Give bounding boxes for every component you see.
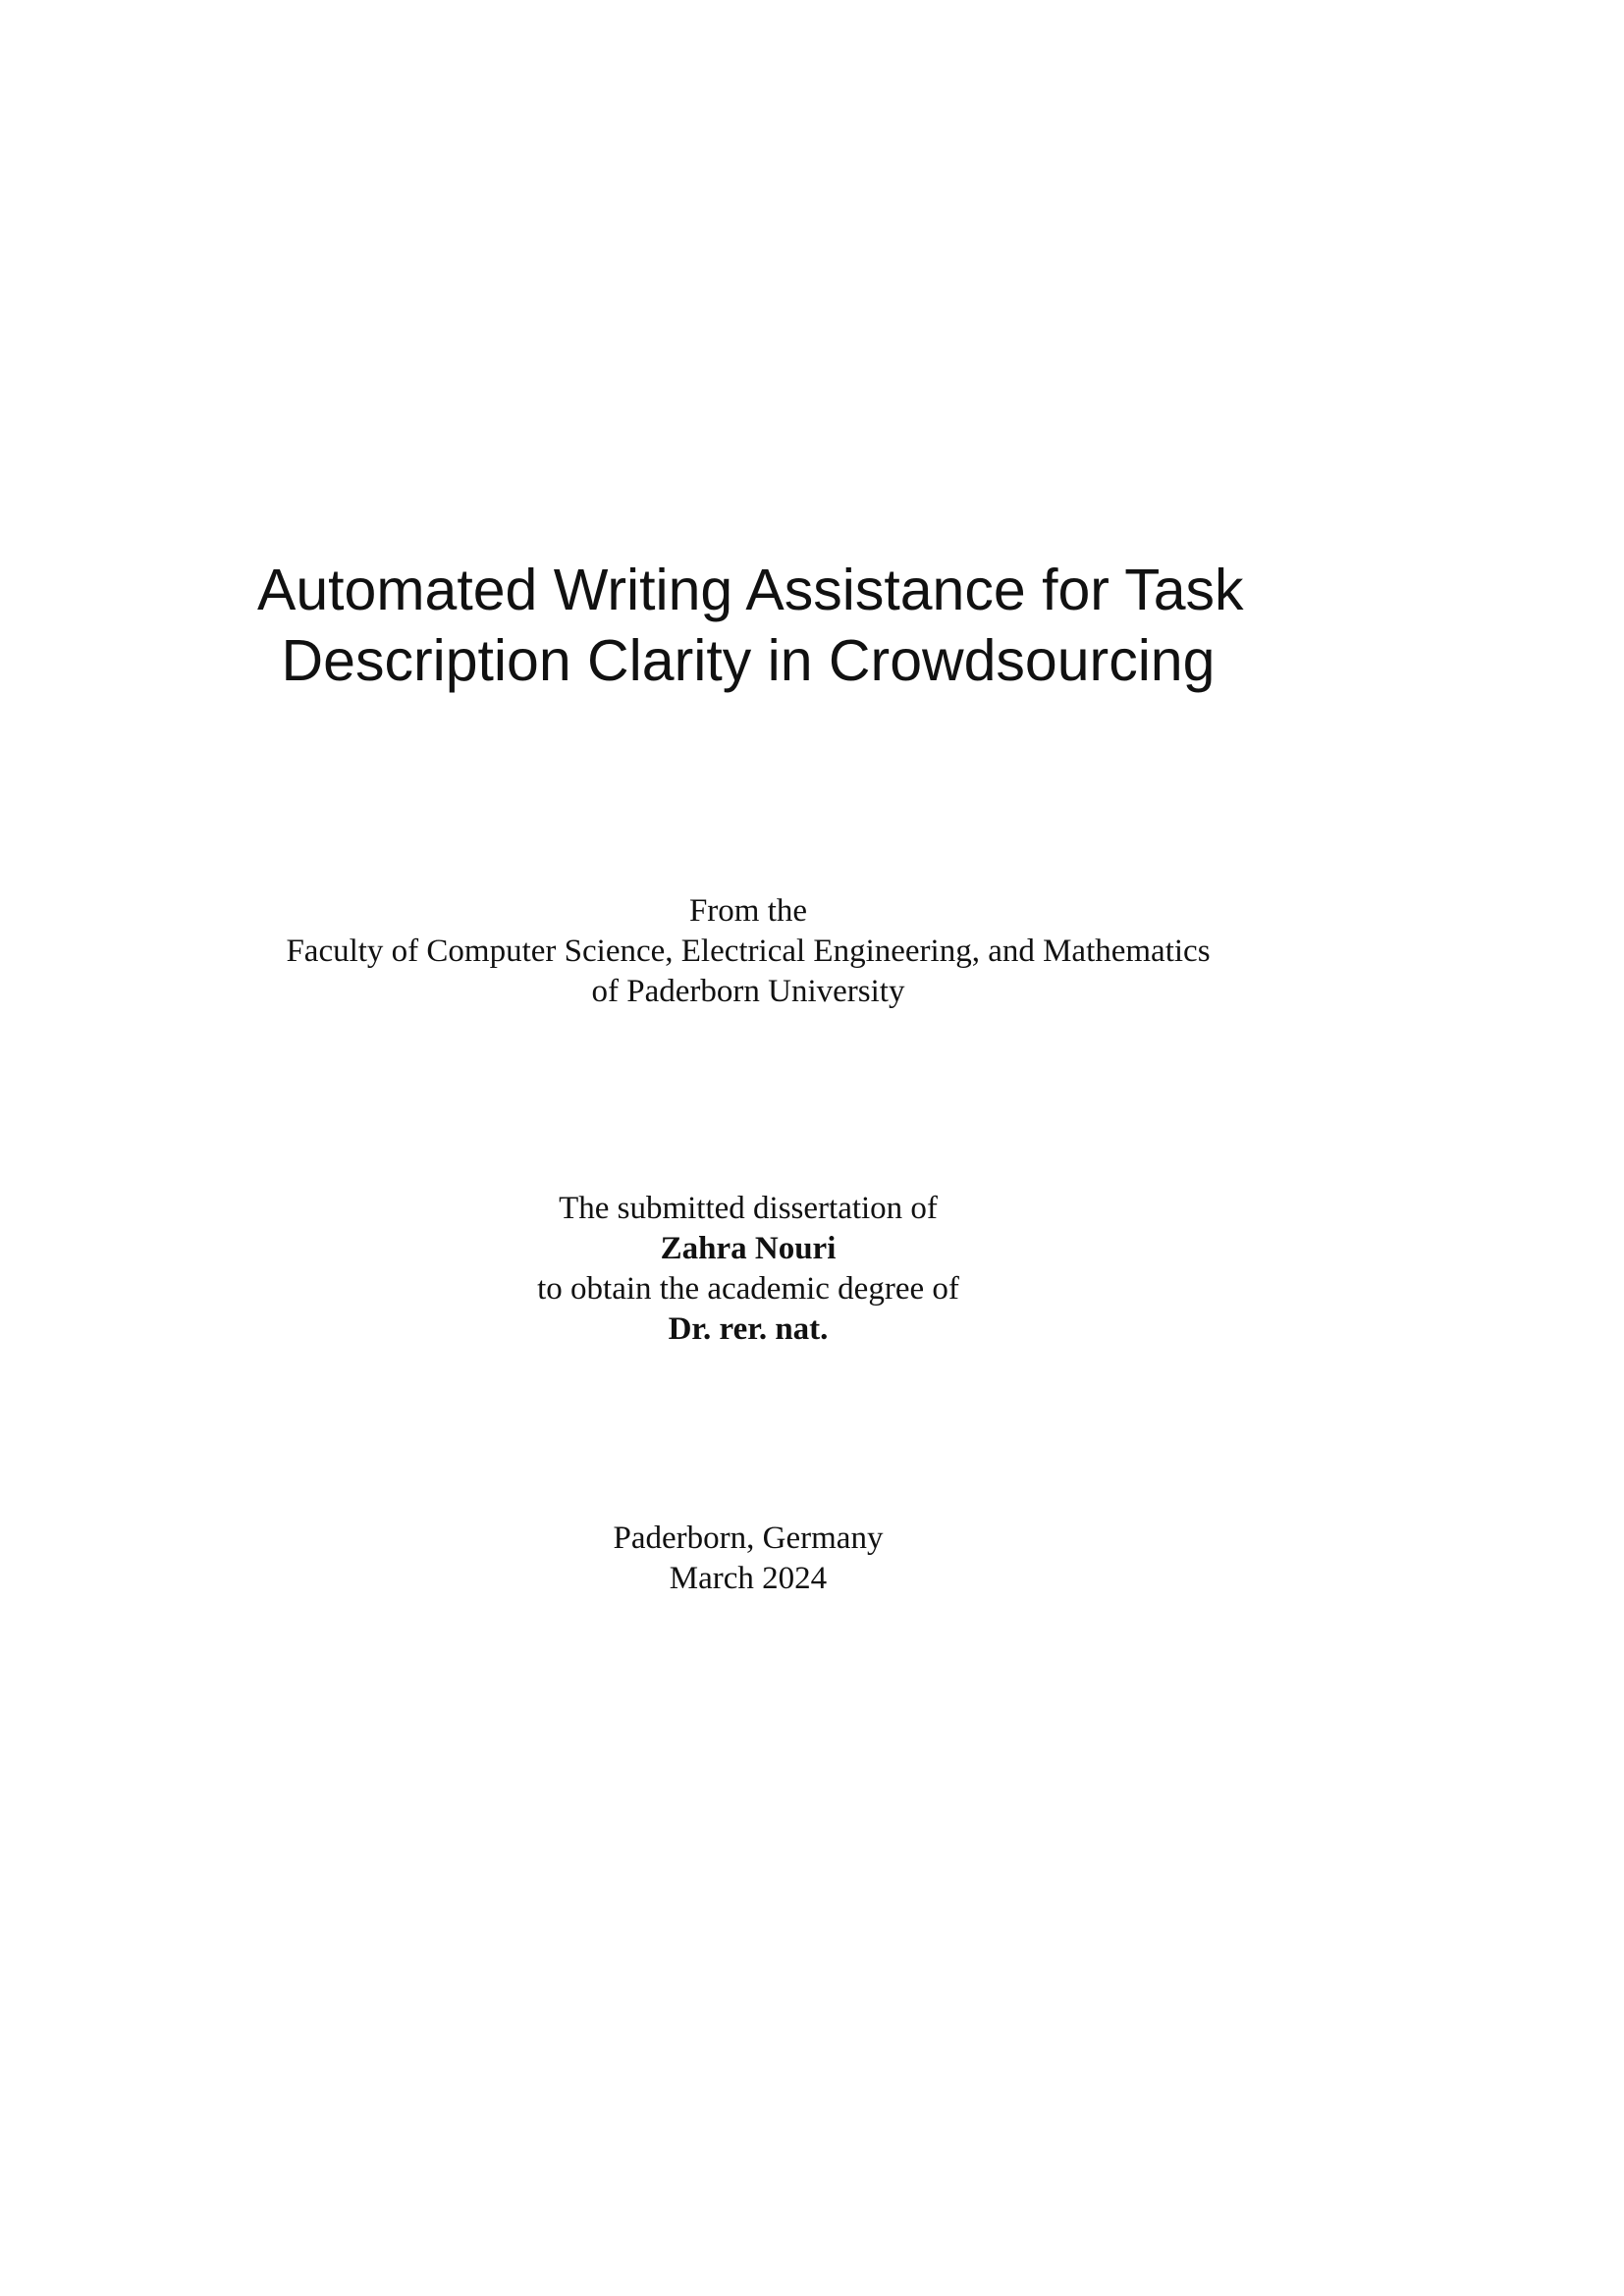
degree-purpose: to obtain the academic degree of: [537, 1271, 959, 1307]
dissertation-intro: The submitted dissertation of: [559, 1191, 938, 1226]
affiliation-block: [257, 891, 1239, 1012]
faculty-name: Faculty of Computer Science, Electrical Engineering, and Mathematics: [286, 934, 1211, 969]
thesis-title: [257, 555, 1244, 696]
place: Paderborn, Germany: [613, 1521, 884, 1556]
affiliation-intro: From the: [688, 893, 808, 929]
university-name: of Paderborn University: [591, 974, 905, 1009]
date: March 2024: [669, 1561, 828, 1596]
thesis-title-line-1: Automated Writing Assistance for Task: [257, 558, 1244, 622]
dissertation-block: [257, 1189, 1239, 1350]
author-name: Zahra Nouri: [660, 1231, 837, 1266]
place-date-block: [257, 1519, 1239, 1599]
thesis-title-line-2: Description Clarity in Crowdsourcing: [281, 628, 1216, 693]
degree-name: Dr. rer. nat.: [668, 1311, 829, 1347]
